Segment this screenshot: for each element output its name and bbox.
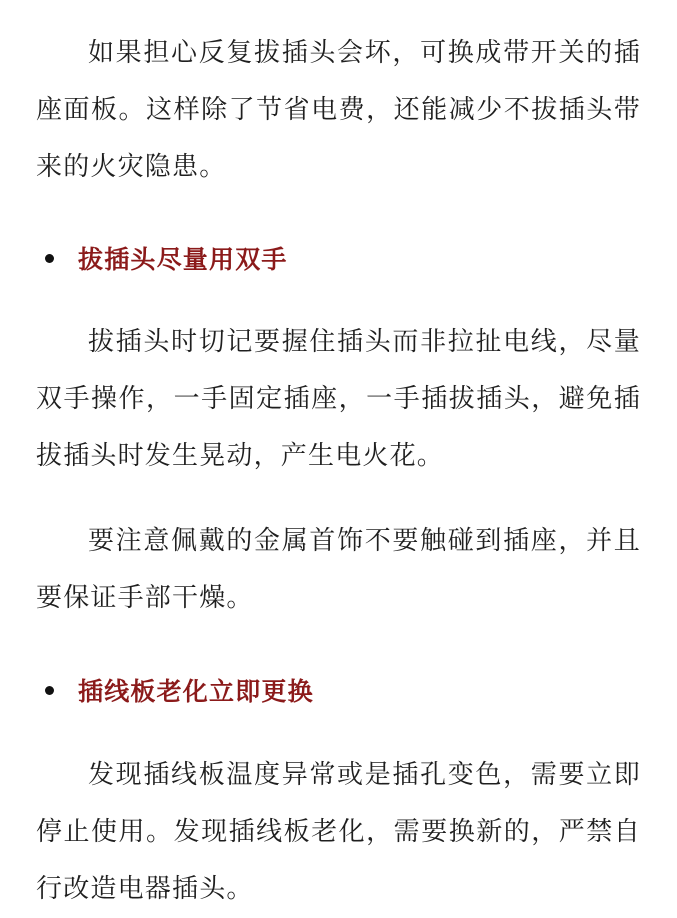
section-heading-replace-power-strip	[36, 670, 641, 710]
paragraph-switch-socket-tip: 如果担心反复拔插头会坏，可换成带开关的插座面板。这样除了节省电费，还能减少不拔插头带来的火灾隐患。	[36, 38, 641, 182]
paragraph-power-strip-aging: 发现插线板温度异常或是插孔变色，需要立即停止使用。发现插线板老化，需要换新的，严禁自行改造电器插头。	[36, 760, 641, 904]
bullet-icon	[45, 686, 54, 695]
section-heading-label: 拔插头尽量用双手	[78, 245, 288, 274]
paragraph-unplug-technique: 拔插头时切记要握住插头而非拉扯电线，尽量双手操作，一手固定插座，一手插拔插头，避免插拔插头时发生晃动，产生电火花。	[36, 327, 641, 471]
section-heading-use-both-hands	[36, 238, 641, 278]
bullet-icon	[45, 254, 54, 263]
paragraph-jewelry-dry-hands: 要注意佩戴的金属首饰不要触碰到插座，并且要保证手部干燥。	[36, 526, 641, 613]
section-heading-label: 插线板老化立即更换	[78, 677, 314, 706]
